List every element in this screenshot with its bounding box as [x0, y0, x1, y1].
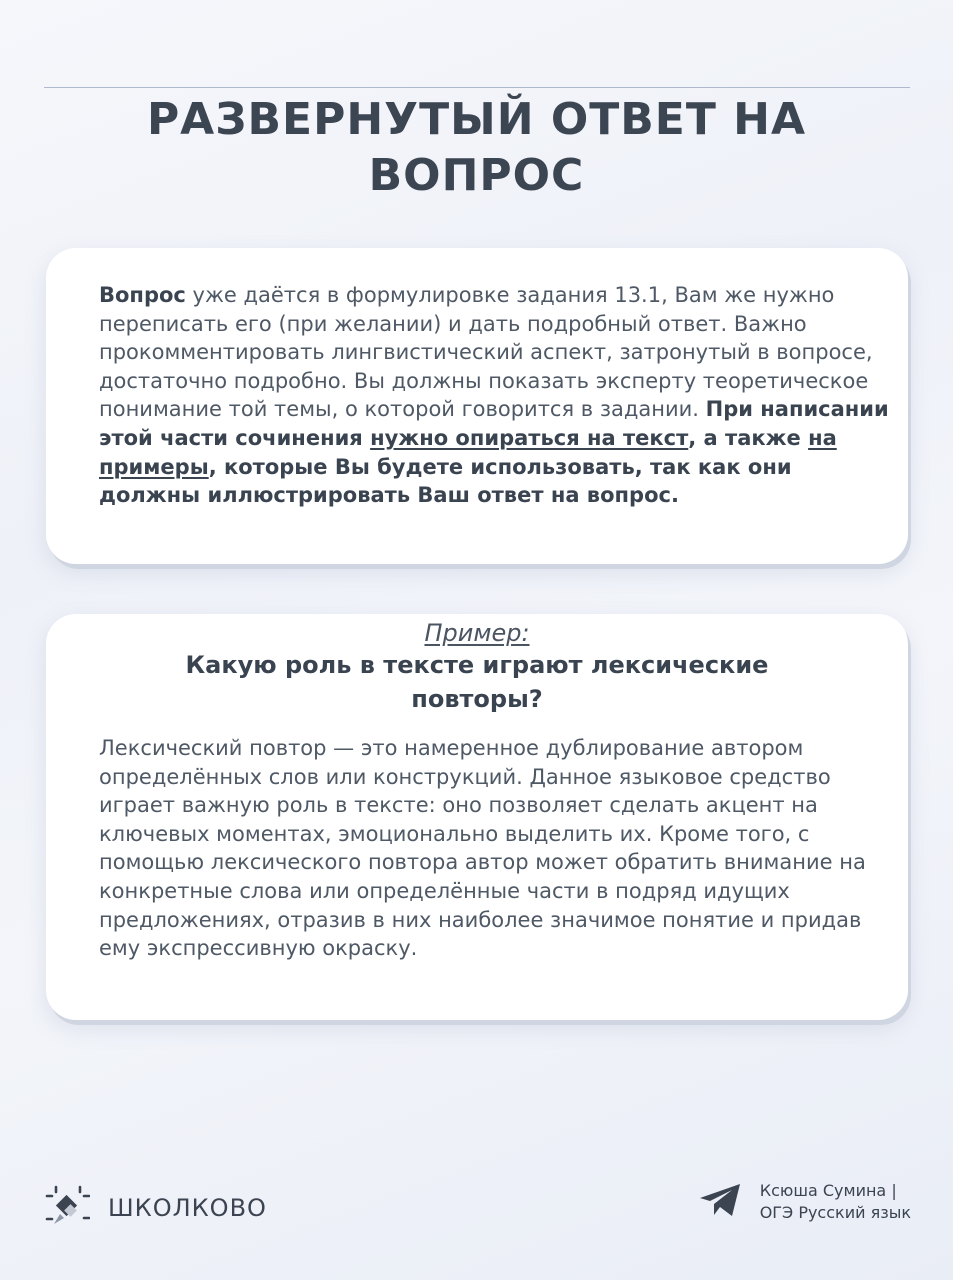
question-info-bold-2: , а также: [688, 425, 809, 450]
sparkle-pen-icon: [44, 1184, 90, 1232]
question-lead-bold: Вопрос: [99, 283, 186, 307]
question-info-bold-1: При написании этой части сочинения: [99, 397, 889, 450]
question-info-bold-3: , которые Вы будете использовать, так как они должны иллюстрировать Ваш ответ на вопрос.: [99, 454, 792, 508]
page-title-line-1: РАЗВЕРНУТЫЙ ОТВЕТ НА: [146, 94, 807, 145]
example-question-line-1: Какую роль в тексте играют лексические: [185, 651, 769, 679]
example-card: [46, 614, 908, 1020]
author-line-2: ОГЭ Русский язык: [759, 1203, 911, 1222]
page-title-line-2: ВОПРОС: [368, 150, 585, 201]
question-info-underline-1: нужно опираться на текст: [370, 425, 689, 450]
brand-name: ШКОЛКОВО: [108, 1194, 267, 1222]
author-caption: [760, 1180, 911, 1224]
question-info-card: [46, 248, 908, 564]
example-question: [46, 648, 908, 716]
example-label: Пример:: [424, 619, 530, 647]
question-info-plain: уже даётся в формулировке задания 13.1, Вам же нужно переписать его (при желании) и дать подробный ответ. Важно прокомментировать лингвистический аспект, затронутый в вопросе, достаточно подробно. Вы должны показать эксперту теоретическое понимание той темы, о которой говорится в задании.: [99, 283, 873, 422]
brand-block: [44, 1186, 267, 1230]
top-divider: [44, 87, 910, 88]
author-line-1: Ксюша Сумина |: [759, 1181, 897, 1200]
question-info-underline-2: на примеры: [99, 425, 837, 479]
page-title: [0, 92, 953, 204]
telegram-plane-icon: [698, 1182, 742, 1222]
question-info-text: [99, 281, 889, 510]
example-answer: Лексический повтор — это намеренное дублирование автором определённых слов или конструкций. Данное языковое средство играет важную роль в тексте: оно позволяет сделать акцент на ключевых моментах, эмоционально выделить их. Кроме того, с помощью лексического повтора автор может обратить внимание на конкретные слова или определённые части в подряд идущих предложениях, отразив в них наиболее значимое понятие и придав ему экспрессивную окраску.: [99, 736, 866, 961]
author-block: [698, 1180, 911, 1224]
example-question-line-2: повторы?: [411, 685, 543, 713]
